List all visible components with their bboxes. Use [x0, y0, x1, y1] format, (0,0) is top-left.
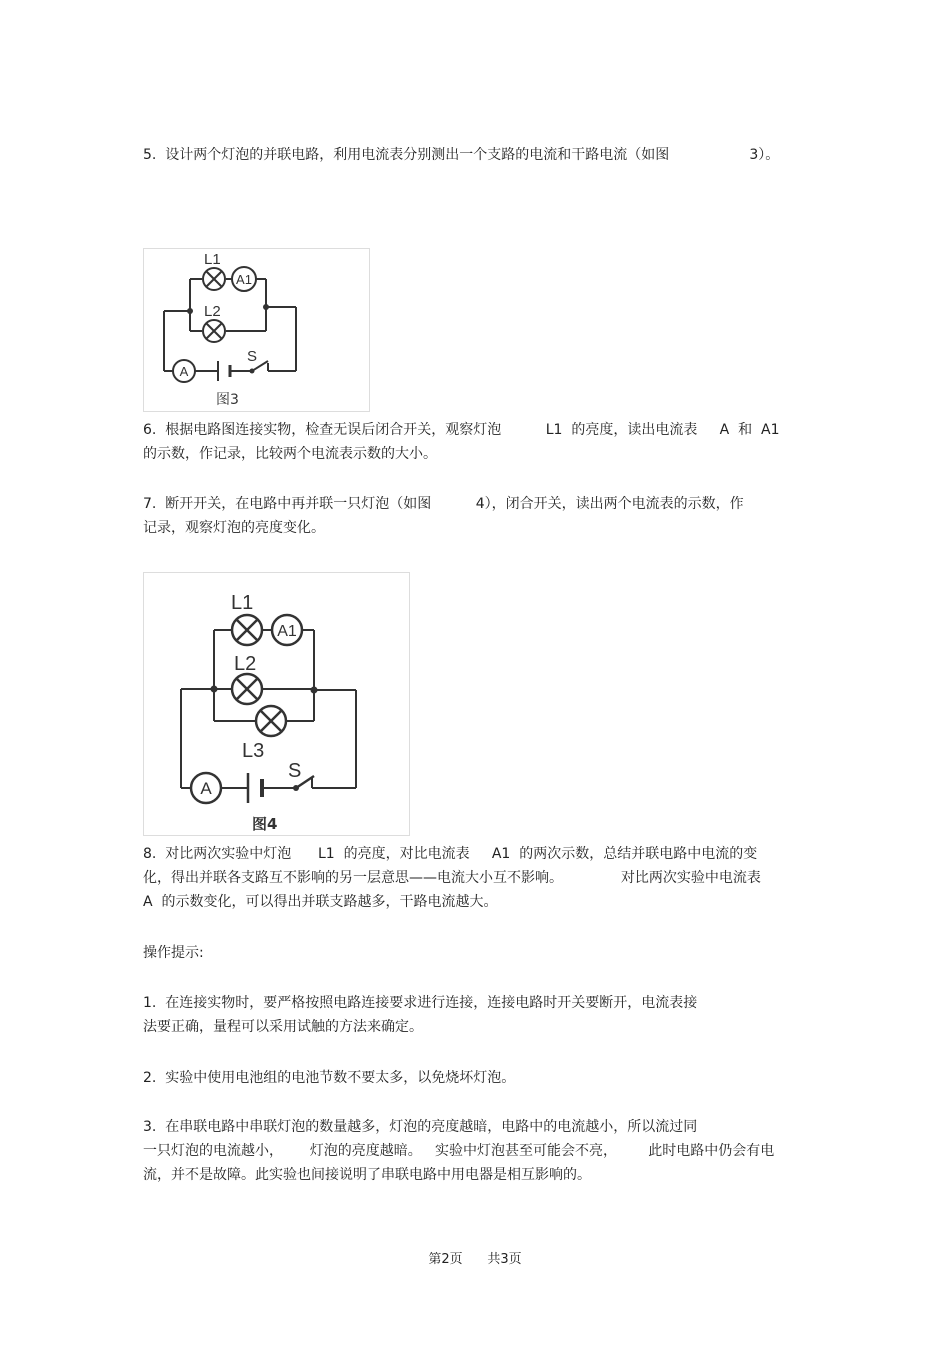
- ammeter-a1-label: A1: [277, 623, 297, 640]
- lamp-1-label: L1: [204, 251, 221, 268]
- step-6-line-2: 的示数，作记录，比较两个电流表示数的大小。: [143, 446, 437, 462]
- lamp-1-symbol: [203, 268, 225, 290]
- step-8-line-3: A 的示数变化，可以得出并联支路越多，干路电流越大。: [143, 894, 498, 910]
- step-7-line-1: 7. 断开开关，在电路中再并联一只灯泡（如图 4），闭合开关，读出两个电流表的示数，作: [143, 496, 744, 512]
- tip-3-line-3: 流，并不是故障。此实验也间接说明了串联电路中用电器是相互影响的。: [143, 1167, 591, 1183]
- figure-4-caption: 图4: [252, 815, 278, 833]
- ammeter-a1-label: A1: [236, 272, 252, 287]
- lamp-2-label: L2: [204, 303, 221, 320]
- switch-label: S: [288, 760, 302, 782]
- tips-title: 操作提示:: [143, 945, 204, 961]
- ammeter-a1-symbol: [272, 615, 302, 645]
- lamp-3-label: L3: [242, 740, 265, 762]
- ammeter-a-symbol: [173, 360, 195, 382]
- battery-symbol: [248, 773, 262, 803]
- tip-3-line-1: 3. 在串联电路中串联灯泡的数量越多，灯泡的亮度越暗，电路中的电流越小，所以流过同: [143, 1119, 698, 1135]
- tip-3-line-2: 一只灯泡的电流越小， 灯泡的亮度越暗。 实验中灯泡甚至可能会不亮， 此时电路中仍会有电: [143, 1143, 775, 1159]
- figure-3-caption: 图3: [216, 392, 239, 408]
- step-8-line-2: 化，得出并联各支路互不影响的另一层意思——电流大小互不影响。 对比两次实验中电流表: [143, 870, 761, 886]
- lamp-2-symbol: [203, 320, 225, 342]
- tip-1-line-2: 法要正确，量程可以采用试触的方法来确定。: [143, 1019, 423, 1035]
- step-5-line-1: 5. 设计两个灯泡的并联电路，利用电流表分别测出一个支路的电流和干路电流（如图 3）。: [143, 147, 780, 163]
- lamp-2-label: L2: [234, 653, 257, 675]
- lamp-1-label: L1: [231, 592, 254, 614]
- lamp-2-symbol: [232, 674, 262, 704]
- step-8-line-1: 8. 对比两次实验中灯泡 L1 的亮度，对比电流表 A1 的两次示数，总结并联电路中电流的变: [143, 846, 758, 862]
- figure-3: [143, 248, 370, 412]
- ammeter-a-label: A: [179, 364, 189, 379]
- tip-1-line-1: 1. 在连接实物时，要严格按照电路连接要求进行连接，连接电路时开关要断开，电流表接: [143, 995, 698, 1011]
- lamp-3-symbol: [256, 706, 286, 736]
- lamp-1-symbol: [232, 615, 262, 645]
- figure-4: [143, 572, 410, 836]
- tip-2-line-1: 2. 实验中使用电池组的电池节数不要太多，以免烧坏灯泡。: [143, 1070, 516, 1086]
- ammeter-a1-symbol: [232, 267, 256, 291]
- step-7-line-2: 记录，观察灯泡的亮度变化。: [143, 520, 325, 536]
- ammeter-a-label: A: [200, 779, 212, 798]
- battery-symbol: [218, 361, 230, 381]
- step-6-line-1: 6. 根据电路图连接实物，检查无误后闭合开关，观察灯泡 L1 的亮度，读出电流表 A 和 A1: [143, 422, 780, 438]
- ammeter-a-symbol: [191, 773, 221, 803]
- switch-label: S: [247, 348, 258, 365]
- page-footer: 第2页 共3页: [428, 1252, 522, 1267]
